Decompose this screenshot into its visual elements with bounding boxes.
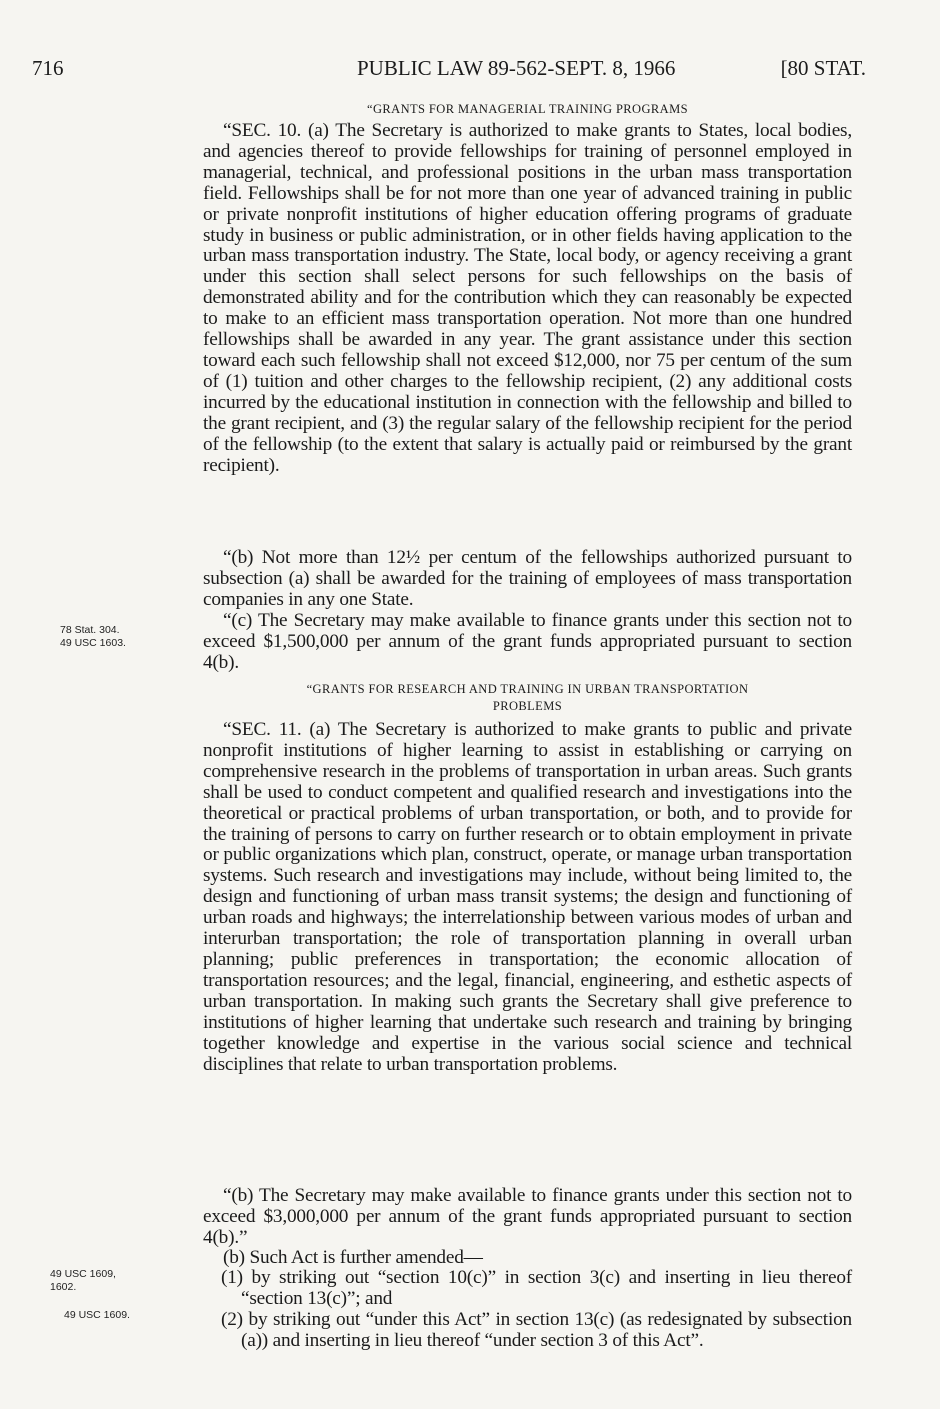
section-heading-managerial-training: “GRANTS FOR MANAGERIAL TRAINING PROGRAMS [367,102,688,116]
section-10-subsection-b: “(b) Not more than 12½ per centum of the fellowships authorized pursuant to subsection (a) shall be awarded for the training of employees of mass transportation companies in any one State. [203,547,852,610]
page-number: 716 [32,56,64,80]
amendment-item-1: (1) by striking out “section 10(c)” in section 3(c) and inserting in lieu thereof “section 13(c)”; and [221,1267,852,1309]
section-11-subsection-a: “SEC. 11. (a) The Secretary is authorized to make grants to public and private nonprofit institutions of higher learning to assist in establishing or carrying on comprehensive research in the problems of transportation in urban areas. Such grants shall be used to conduct competent and qualified research and investigations into the theoretical or practical problems of urban transportation, or both, and to provide for the training of persons to carry on further research or to obtain employment in private or public organizations which plan, construct, operate, or manage urban transportation systems. Such research and investigations may include, without being limited to, the design and functioning of urban mass transit systems; the design and functioning of urban roads and highways; the interrelationship between various modes of urban and interurban transportation; the role of transportation planning in overall urban planning; public preferences in transportation; the economic allocation of transportation resources; and the legal, financial, engineering, and esthetic aspects of urban transportation. In making such grants the Secretary shall give preference to institutions of higher learning that undertake such research and training by bringing together knowledge and expertise in the various social science and technical disciplines that relate to urban transportation problems. [203,719,852,1075]
page-header [32,56,866,88]
statute-reference: [80 STAT. [780,56,866,80]
margin-note-line: 49 USC 1609, [50,1268,116,1280]
section-heading-line-2: PROBLEMS [492,699,563,713]
margin-note-line: 1602. [50,1281,77,1293]
section-10-subsection-c: “(c) The Secretary may make available to finance grants under this section not to exceed $1,500,000 per annum of the grant funds appropriated pursuant to section 4(b). [203,610,852,673]
section-heading-line-1: “GRANTS FOR RESEARCH AND TRAINING IN URBAN TRANSPORTATION [306,682,749,696]
section-heading-research-training [203,681,852,715]
margin-note-line: 49 USC 1603. [60,637,126,649]
amendment-item-2: (2) by striking out “under this Act” in section 13(c) (as redesignated by subsection (a)) and inserting in lieu thereof “under section 3 of this Act”. [221,1309,852,1351]
margin-note-line: 78 Stat. 304. [60,624,120,636]
margin-note-49-usc-1609-1602 [50,1268,190,1294]
margin-note-49-usc-1609: 49 USC 1609. [64,1309,130,1321]
section-11-subsection-b: “(b) The Secretary may make available to finance grants under this section not to exceed $3,000,000 per annum of the grant funds appropriated pursuant to section 4(b).” [203,1185,852,1248]
section-10-subsection-a: “SEC. 10. (a) The Secretary is authorized to make grants to States, local bodies, and agencies thereof to provide fellowships for training of personnel employed in managerial, technical, and professional positions in the urban mass transportation field. Fellowships shall be for not more than one year of advanced training in public or private nonprofit institutions of higher education offering programs of graduate study in business or public administration, or in other fields having application to the urban mass transportation industry. The State, local body, or agency receiving a grant under this section shall select persons for such fellowships on the basis of demonstrated ability and for the contribution which they can reasonably be expected to make to an efficient mass transportation operation. Not more than one hundred fellowships shall be awarded in any year. The grant assistance under this section toward each such fellowship shall not exceed $12,000, nor 75 per centum of the sum of (1) tuition and other charges to the fellowship recipient, (2) any additional costs incurred by the educational institution in connection with the fellowship and billed to the grant recipient, and (3) the regular salary of the fellowship recipient for the period of the fellowship (to the extent that salary is actually paid or reimbursed by the grant recipient). [203,120,852,476]
public-law-title: PUBLIC LAW 89-562-SEPT. 8, 1966 [357,56,676,80]
amendment-intro: (b) Such Act is further amended— [223,1247,483,1268]
margin-note-78-stat-304 [60,624,200,650]
